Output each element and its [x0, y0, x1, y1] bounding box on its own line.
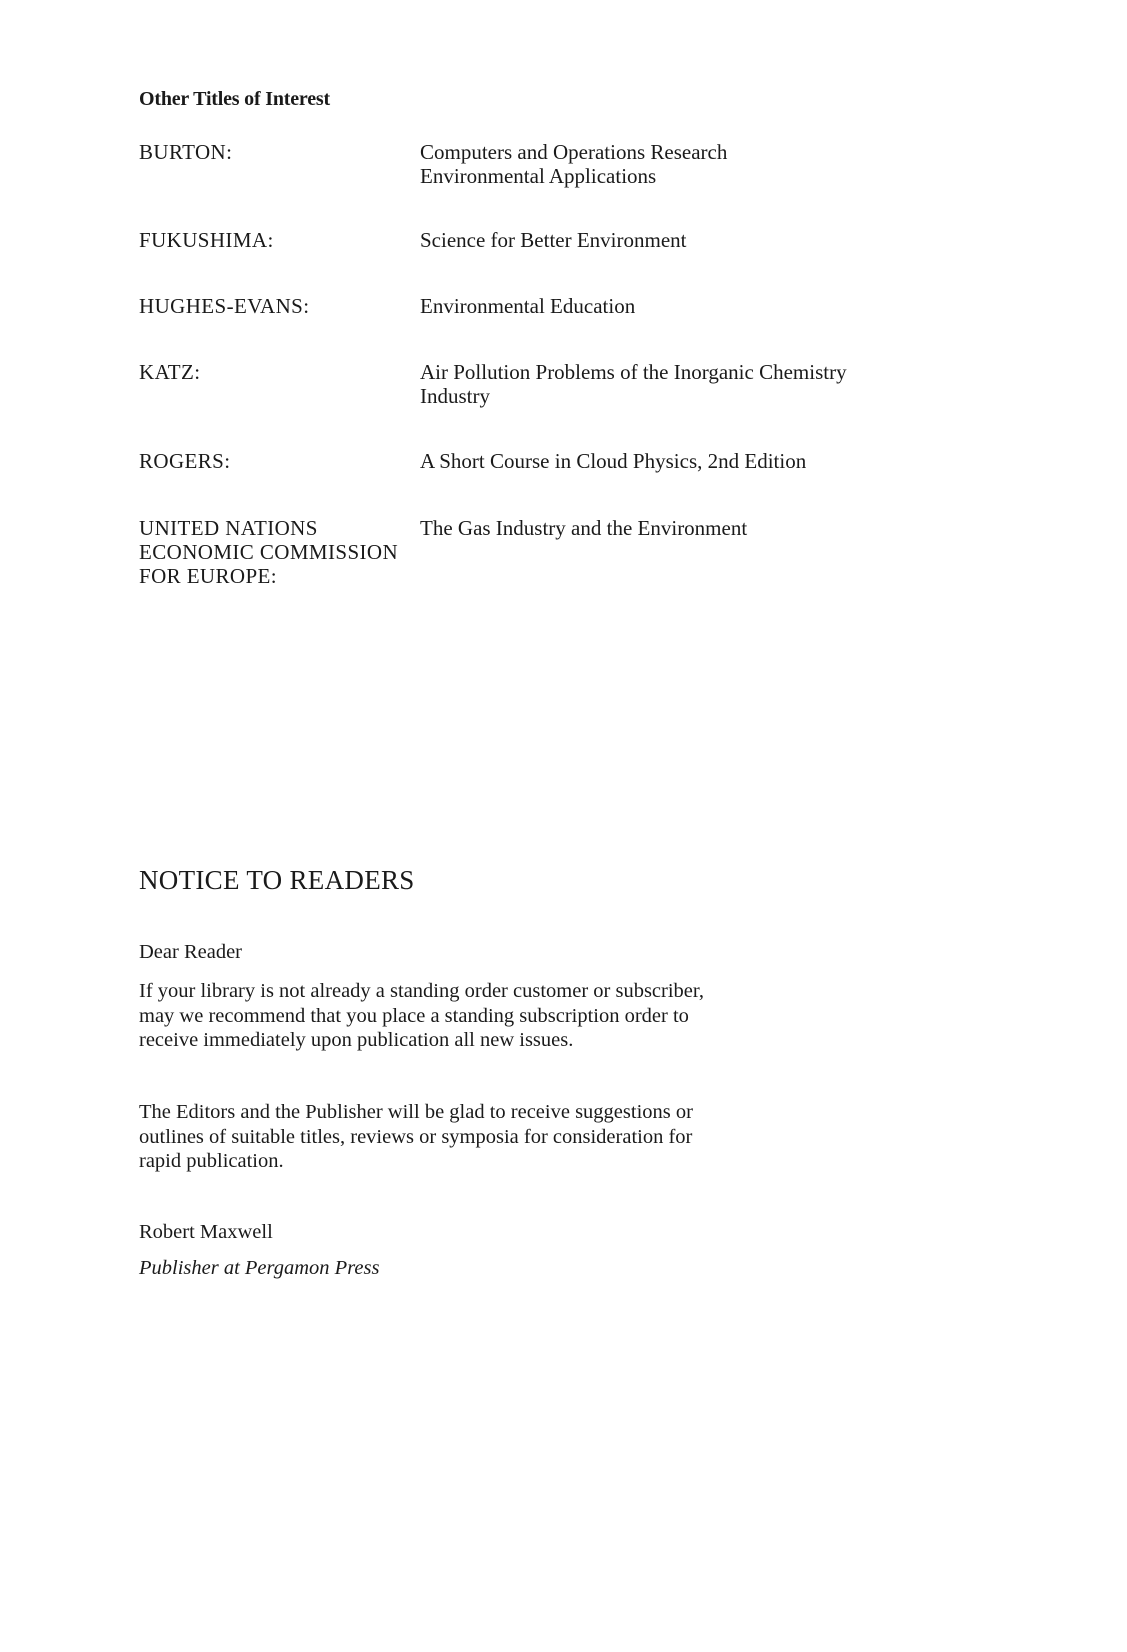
entry-author: KATZ: [139, 360, 201, 384]
signature-name: Robert Maxwell [139, 1221, 273, 1243]
entry-title: Air Pollution Problems of the Inorganic Chemistry Industry [420, 360, 847, 408]
other-titles-heading: Other Titles of Interest [139, 88, 330, 110]
notice-paragraph: The Editors and the Publisher will be glad to receive suggestions or outlines of suitable titles, reviews or symposia for consideration for rapid publication. [139, 1101, 693, 1172]
salutation: Dear Reader [139, 941, 243, 963]
entry-title: Science for Better Environment [420, 228, 687, 252]
entry-author: BURTON: [139, 140, 233, 164]
entry-author: UNITED NATIONS ECONOMIC COMMISSION FOR EUROPE: [139, 516, 399, 588]
entry-author: HUGHES-EVANS: [139, 294, 310, 318]
entry-title: The Gas Industry and the Environment [420, 516, 748, 540]
entry-author: ROGERS: [139, 449, 231, 473]
notice-title: NOTICE TO READERS [139, 865, 415, 895]
signature-role: Publisher at Pergamon Press [139, 1257, 380, 1279]
entry-title: Computers and Operations Research Environmental Applications [420, 140, 728, 188]
entry-title: A Short Course in Cloud Physics, 2nd Edition [420, 449, 807, 473]
entry-title: Environmental Education [420, 294, 636, 318]
entry-author: FUKUSHIMA: [139, 228, 274, 252]
notice-paragraph: If your library is not already a standing order customer or subscriber, may we recommend that you place a standing subscription order to receive immediately upon publication all new issues. [139, 980, 705, 1051]
